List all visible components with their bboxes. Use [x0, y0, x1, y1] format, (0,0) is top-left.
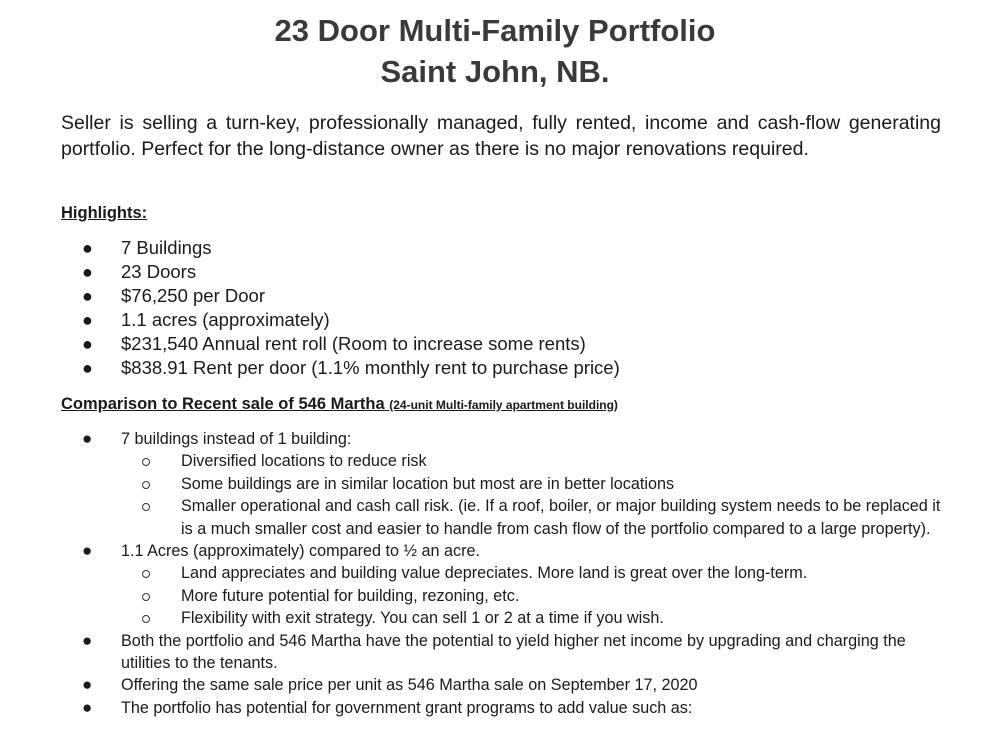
list-item	[0, 697, 990, 719]
list-item	[0, 428, 990, 540]
list-item	[0, 308, 990, 332]
comparison-subpoint-text: Some buildings are in similar location but most are in better locations	[181, 474, 675, 493]
comparison-point-text: Offering the same sale price per unit as 546 Martha sale on September 17, 2020	[121, 676, 698, 695]
bullet-icon: ●	[82, 697, 93, 717]
comparison-point-text: 1.1 Acres (approximately) compared to ½ an acre.	[121, 542, 480, 561]
comparison-subpoint-text: Flexibility with exit strategy. You can sell 1 or 2 at a time if you wish.	[181, 609, 664, 628]
comparison-list	[0, 428, 990, 719]
hollow-bullet-icon	[142, 503, 150, 511]
bullet-icon: ●	[82, 286, 93, 306]
bullet-icon: ●	[82, 262, 93, 282]
comparison-heading-main: Comparison to Recent sale of 546 Martha	[61, 395, 385, 413]
intro-paragraph: Seller is selling a turn-key, professionally managed, fully rented, income and cash-flow generating portfolio. Perfect for the long-distance owner as there is no major renovations required.	[61, 112, 941, 160]
list-item	[0, 674, 990, 696]
list-item	[0, 260, 990, 284]
bullet-icon: ●	[82, 238, 93, 258]
list-item	[0, 236, 990, 260]
comparison-point-text: The portfolio has potential for government grant programs to add value such as:	[121, 698, 693, 717]
list-item	[0, 562, 990, 584]
comparison-subpoint-text: Smaller operational and cash call risk. (ie. If a roof, boiler, or major building system needs to be replaced it is a much smaller cost and easier to handle from cash flow of the portfolio compared to a large property).	[181, 497, 941, 538]
highlight-text: 23 Doors	[121, 261, 197, 282]
comparison-sublist	[0, 450, 990, 540]
list-item	[0, 540, 990, 630]
list-item	[0, 450, 990, 472]
hollow-bullet-icon	[142, 481, 150, 489]
hollow-bullet-icon	[142, 615, 150, 623]
comparison-subpoint-text: Diversified locations to reduce risk	[181, 452, 427, 471]
bullet-icon: ●	[82, 334, 93, 354]
list-item	[0, 585, 990, 607]
comparison-point-text: 7 buildings instead of 1 building:	[121, 430, 352, 448]
bullet-icon: ●	[82, 429, 93, 448]
hollow-bullet-icon	[142, 570, 150, 578]
highlight-text: 7 Buildings	[121, 237, 212, 258]
bullet-icon: ●	[82, 675, 93, 695]
highlights-heading: Highlights:	[61, 204, 148, 222]
comparison-subpoint-text: Land appreciates and building value depreciates. More land is great over the long-term.	[181, 564, 808, 583]
document-subtitle-location: Saint John, NB.	[380, 54, 610, 89]
bullet-icon: ●	[82, 630, 93, 650]
list-item	[0, 332, 990, 356]
comparison-sublist	[0, 562, 990, 629]
comparison-subpoint-text: More future potential for building, rezoning, etc.	[181, 586, 520, 605]
bullet-icon: ●	[82, 541, 93, 561]
list-item	[0, 284, 990, 308]
list-item	[0, 473, 990, 495]
hollow-bullet-icon	[142, 593, 150, 601]
list-item	[0, 356, 990, 380]
hollow-bullet-icon	[142, 458, 150, 466]
highlight-text: $838.91 Rent per door (1.1% monthly rent to purchase price)	[121, 357, 620, 378]
list-item	[0, 495, 990, 540]
bullet-icon: ●	[82, 310, 93, 330]
list-item	[0, 630, 990, 675]
list-item	[0, 607, 990, 629]
document-title: 23 Door Multi-Family Portfolio	[274, 13, 716, 48]
comparison-heading-note: (24-unit Multi-family apartment building)	[389, 398, 618, 412]
highlights-list	[0, 236, 990, 380]
comparison-point-text: Both the portfolio and 546 Martha have the potential to yield higher net income by upgrading and charging the utilities to the tenants.	[121, 631, 906, 673]
highlight-text: 1.1 acres (approximately)	[121, 309, 330, 330]
bullet-icon: ●	[82, 358, 93, 378]
comparison-heading	[61, 394, 618, 415]
highlight-text: $231,540 Annual rent roll (Room to increase some rents)	[121, 333, 586, 354]
highlight-text: $76,250 per Door	[121, 285, 265, 306]
